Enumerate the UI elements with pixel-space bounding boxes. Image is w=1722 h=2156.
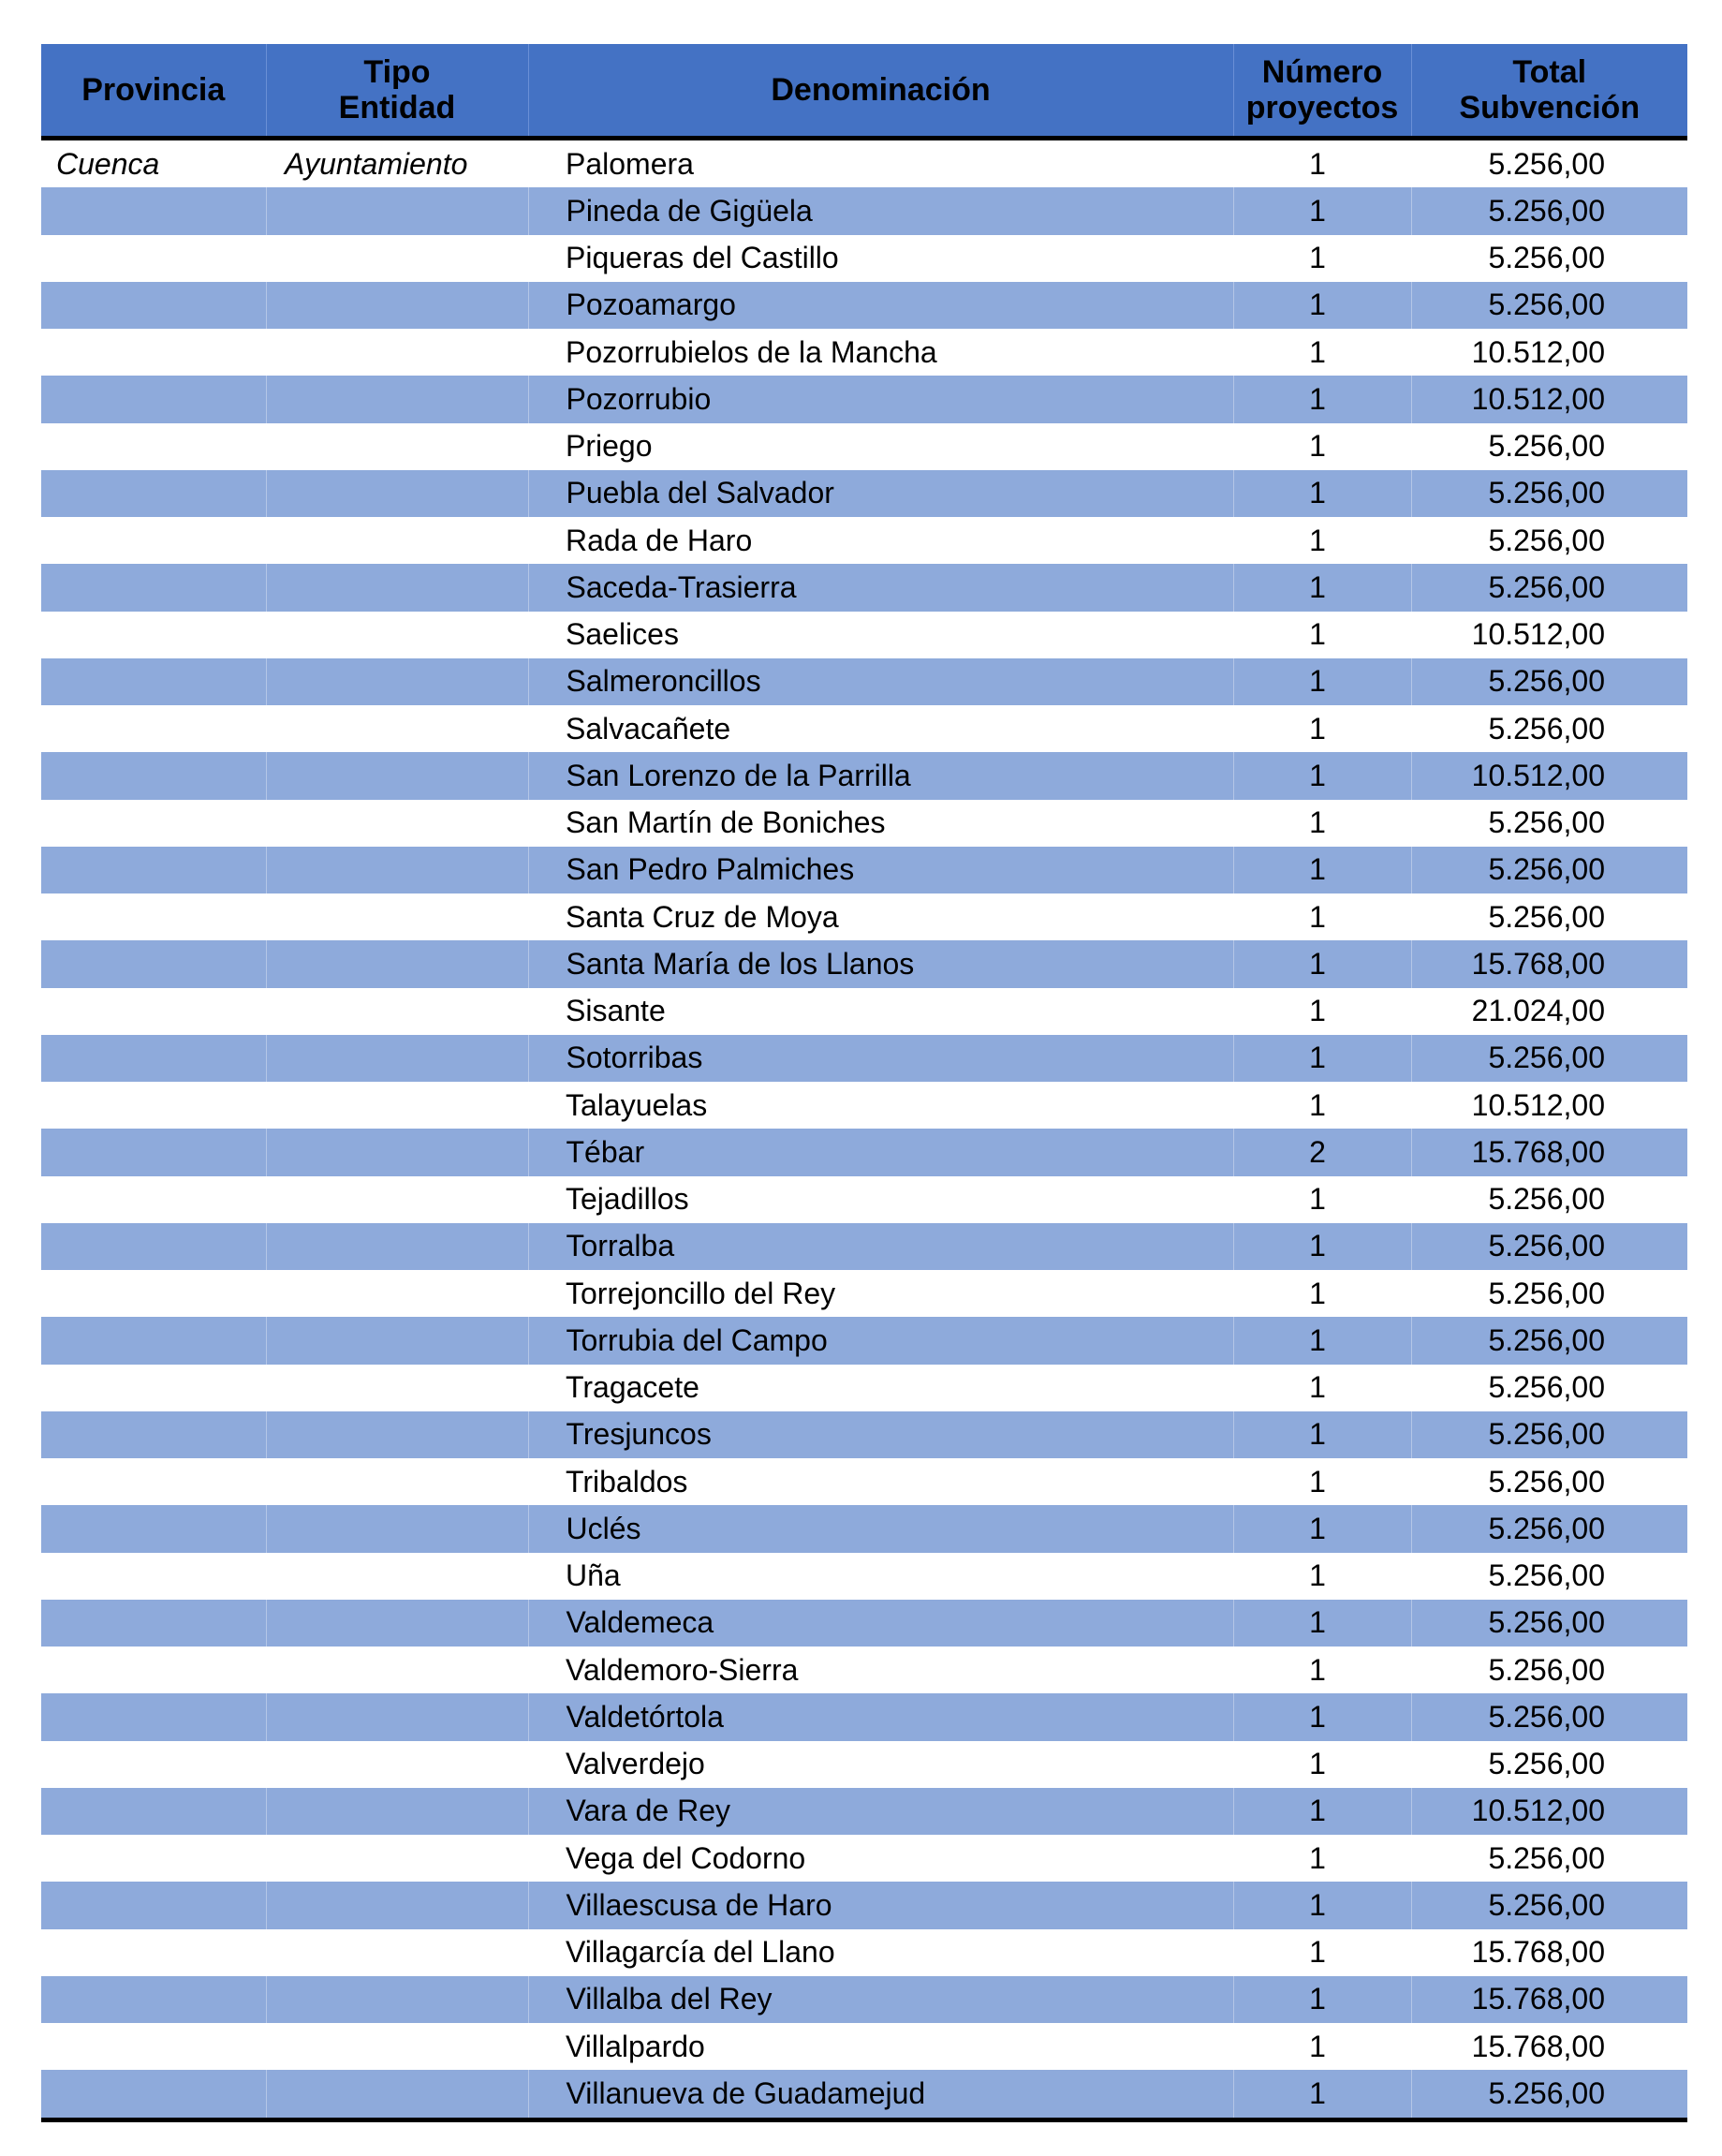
table-row — [41, 1882, 1687, 1928]
cell-total-subvencion: 5.256,00 — [1411, 1411, 1687, 1458]
cell-denominacion: Villalba del Rey — [528, 1976, 1233, 2023]
cell-numero-proyectos: 1 — [1309, 1558, 1326, 1593]
cell-numero-proyectos: 1 — [1233, 940, 1411, 987]
cell-denominacion: San Pedro Palmiches — [528, 847, 1233, 893]
cell-total-subvencion: 5.256,00 — [1488, 1840, 1605, 1875]
header-numero-proyectos-label: Número proyectos — [1245, 54, 1399, 126]
cell-denominacion: Pozorrubielos de la Mancha — [566, 334, 937, 369]
cell-provincia — [41, 1882, 266, 1928]
cell-denominacion: Pozorrubio — [528, 376, 1233, 422]
cell-numero-proyectos: 1 — [1309, 2029, 1326, 2063]
cell-denominacion: Uña — [566, 1558, 621, 1593]
table-row — [41, 1693, 1687, 1740]
cell-provincia — [41, 1082, 266, 1129]
cell-denominacion: Valdemeca — [528, 1600, 1233, 1647]
cell-total-subvencion: 5.256,00 — [1411, 1035, 1687, 1082]
cell-provincia — [41, 1365, 266, 1411]
cell-provincia — [41, 1788, 266, 1835]
cell-tipo-entidad — [266, 282, 528, 329]
cell-denominacion: Tejadillos — [566, 1182, 689, 1217]
header-numero-proyectos — [1233, 44, 1411, 139]
cell-provincia — [41, 1223, 266, 1270]
table-row — [41, 1035, 1687, 1082]
cell-total-subvencion: 5.256,00 — [1411, 1882, 1687, 1928]
cell-tipo-entidad — [266, 1882, 528, 1928]
cell-total-subvencion: 5.256,00 — [1411, 2070, 1687, 2119]
table-body — [41, 139, 1687, 2120]
cell-numero-proyectos: 1 — [1309, 617, 1326, 652]
cell-denominacion: Sotorribas — [528, 1035, 1233, 1082]
cell-total-subvencion: 5.256,00 — [1411, 1317, 1687, 1364]
table-row — [41, 1365, 1687, 1411]
table-row — [41, 893, 1687, 940]
cell-tipo-entidad — [266, 612, 528, 658]
cell-denominacion: Priego — [566, 429, 653, 464]
cell-provincia — [41, 612, 266, 658]
cell-tipo-entidad — [266, 940, 528, 987]
cell-numero-proyectos: 1 — [1233, 1411, 1411, 1458]
cell-denominacion: Piqueras del Castillo — [566, 241, 839, 275]
cell-provincia — [41, 1835, 266, 1882]
cell-denominacion: Tébar — [528, 1129, 1233, 1175]
cell-total-subvencion: 10.512,00 — [1471, 617, 1605, 652]
cell-numero-proyectos: 1 — [1309, 1840, 1326, 1875]
cell-provincia — [41, 2070, 266, 2119]
cell-tipo-entidad — [266, 988, 528, 1035]
cell-provincia — [41, 847, 266, 893]
cell-denominacion: Rada de Haro — [566, 523, 753, 557]
cell-numero-proyectos: 1 — [1309, 711, 1326, 746]
cell-numero-proyectos: 1 — [1309, 429, 1326, 464]
cell-total-subvencion: 5.256,00 — [1488, 1464, 1605, 1499]
cell-provincia — [41, 1600, 266, 1647]
table-header — [41, 44, 1687, 139]
cell-numero-proyectos: 1 — [1309, 994, 1326, 1028]
cell-denominacion: Palomera — [566, 146, 694, 181]
cell-provincia — [41, 1458, 266, 1505]
cell-tipo-entidad — [266, 1035, 528, 1082]
cell-numero-proyectos: 1 — [1309, 334, 1326, 369]
cell-numero-proyectos: 1 — [1233, 1035, 1411, 1082]
cell-tipo-entidad — [266, 2023, 528, 2070]
table-row — [41, 470, 1687, 517]
cell-numero-proyectos: 1 — [1233, 376, 1411, 422]
cell-denominacion: Sisante — [566, 994, 666, 1028]
table-row — [41, 1458, 1687, 1505]
cell-total-subvencion: 5.256,00 — [1411, 564, 1687, 611]
subsidy-table-container — [41, 44, 1687, 2122]
cell-tipo-entidad — [266, 1600, 528, 1647]
cell-numero-proyectos: 1 — [1309, 1652, 1326, 1687]
subsidy-table — [41, 44, 1687, 2122]
cell-tipo-entidad — [266, 1647, 528, 1693]
cell-tipo-entidad — [266, 1129, 528, 1175]
cell-denominacion: Torrejoncillo del Rey — [566, 1276, 836, 1310]
cell-provincia — [41, 1270, 266, 1317]
table-row — [41, 1176, 1687, 1223]
cell-numero-proyectos: 1 — [1233, 1317, 1411, 1364]
cell-tipo-entidad — [266, 1176, 528, 1223]
cell-denominacion: Tresjuncos — [528, 1411, 1233, 1458]
cell-provincia: Cuenca — [56, 146, 160, 181]
cell-numero-proyectos: 1 — [1309, 1464, 1326, 1499]
cell-numero-proyectos: 1 — [1309, 146, 1326, 181]
cell-denominacion: Salvacañete — [566, 711, 731, 746]
table-row — [41, 1082, 1687, 1129]
table-row — [41, 517, 1687, 564]
cell-denominacion: Saceda-Trasierra — [528, 564, 1233, 611]
header-row — [41, 44, 1687, 139]
cell-provincia — [41, 1317, 266, 1364]
cell-denominacion: Santa María de los Llanos — [528, 940, 1233, 987]
cell-total-subvencion: 5.256,00 — [1411, 282, 1687, 329]
cell-tipo-entidad — [266, 1976, 528, 2023]
cell-provincia — [41, 187, 266, 234]
table-row — [41, 423, 1687, 470]
cell-denominacion: Puebla del Salvador — [528, 470, 1233, 517]
cell-total-subvencion: 5.256,00 — [1411, 658, 1687, 705]
cell-denominacion: Torrubia del Campo — [528, 1317, 1233, 1364]
cell-total-subvencion: 15.768,00 — [1411, 1129, 1687, 1175]
cell-numero-proyectos: 1 — [1233, 1976, 1411, 2023]
cell-numero-proyectos: 1 — [1309, 1370, 1326, 1405]
cell-total-subvencion: 10.512,00 — [1471, 1087, 1605, 1122]
cell-numero-proyectos: 1 — [1233, 282, 1411, 329]
cell-denominacion: Pineda de Gigüela — [528, 187, 1233, 234]
cell-tipo-entidad — [266, 2070, 528, 2119]
cell-denominacion: Valdemoro-Sierra — [566, 1652, 799, 1687]
cell-provincia — [41, 988, 266, 1035]
cell-total-subvencion: 5.256,00 — [1488, 146, 1605, 181]
cell-total-subvencion: 5.256,00 — [1488, 429, 1605, 464]
table-row — [41, 658, 1687, 705]
cell-tipo-entidad — [266, 893, 528, 940]
table-row — [41, 1976, 1687, 2023]
cell-tipo-entidad — [266, 1929, 528, 1976]
table-row — [41, 752, 1687, 799]
table-row — [41, 1223, 1687, 1270]
cell-tipo-entidad — [266, 1082, 528, 1129]
table-row — [41, 329, 1687, 376]
cell-total-subvencion: 15.768,00 — [1411, 1976, 1687, 2023]
cell-tipo-entidad — [266, 329, 528, 376]
cell-tipo-entidad — [266, 1411, 528, 1458]
cell-tipo-entidad — [266, 1505, 528, 1552]
cell-denominacion: Talayuelas — [566, 1087, 708, 1122]
cell-numero-proyectos: 1 — [1309, 1747, 1326, 1781]
cell-provincia — [41, 1505, 266, 1552]
cell-provincia — [41, 800, 266, 847]
cell-tipo-entidad — [266, 1223, 528, 1270]
cell-provincia — [41, 517, 266, 564]
cell-tipo-entidad — [266, 1270, 528, 1317]
table-row — [41, 376, 1687, 422]
cell-tipo-entidad — [266, 1788, 528, 1835]
cell-provincia — [41, 1976, 266, 2023]
cell-total-subvencion: 5.256,00 — [1411, 1505, 1687, 1552]
cell-numero-proyectos: 1 — [1309, 241, 1326, 275]
cell-provincia — [41, 470, 266, 517]
header-denominacion: Denominación — [528, 44, 1233, 139]
cell-total-subvencion: 5.256,00 — [1488, 523, 1605, 557]
cell-denominacion: Vega del Codorno — [566, 1840, 806, 1875]
cell-denominacion: Villagarcía del Llano — [566, 1935, 835, 1970]
table-row — [41, 1505, 1687, 1552]
cell-provincia — [41, 658, 266, 705]
cell-tipo-entidad — [266, 1458, 528, 1505]
cell-total-subvencion: 15.768,00 — [1471, 2029, 1605, 2063]
cell-tipo-entidad — [266, 564, 528, 611]
table-row — [41, 705, 1687, 752]
cell-provincia — [41, 423, 266, 470]
cell-tipo-entidad — [266, 705, 528, 752]
cell-numero-proyectos: 1 — [1233, 847, 1411, 893]
table-row — [41, 187, 1687, 234]
cell-numero-proyectos: 1 — [1233, 2070, 1411, 2119]
cell-total-subvencion: 21.024,00 — [1471, 994, 1605, 1028]
cell-denominacion: Saelices — [566, 617, 679, 652]
cell-tipo-entidad — [266, 1835, 528, 1882]
cell-total-subvencion: 5.256,00 — [1411, 1600, 1687, 1647]
cell-total-subvencion: 5.256,00 — [1488, 1182, 1605, 1217]
cell-total-subvencion: 5.256,00 — [1488, 1652, 1605, 1687]
cell-numero-proyectos: 1 — [1233, 1505, 1411, 1552]
header-provincia: Provincia — [41, 44, 266, 139]
cell-provincia — [41, 752, 266, 799]
cell-tipo-entidad — [266, 1741, 528, 1788]
cell-numero-proyectos: 1 — [1309, 899, 1326, 934]
cell-provincia — [41, 564, 266, 611]
cell-provincia — [41, 282, 266, 329]
cell-denominacion: Tribaldos — [566, 1464, 688, 1499]
cell-denominacion: Villalpardo — [566, 2029, 705, 2063]
cell-total-subvencion: 10.512,00 — [1471, 334, 1605, 369]
cell-total-subvencion: 5.256,00 — [1411, 470, 1687, 517]
cell-provincia — [41, 1929, 266, 1976]
table-row — [41, 1553, 1687, 1600]
table-row — [41, 282, 1687, 329]
cell-tipo-entidad — [266, 752, 528, 799]
cell-total-subvencion: 5.256,00 — [1488, 711, 1605, 746]
cell-total-subvencion: 15.768,00 — [1471, 1935, 1605, 1970]
cell-total-subvencion: 15.768,00 — [1411, 940, 1687, 987]
table-row — [41, 1411, 1687, 1458]
cell-provincia — [41, 1741, 266, 1788]
cell-provincia — [41, 1176, 266, 1223]
cell-tipo-entidad — [266, 517, 528, 564]
table-row — [41, 1317, 1687, 1364]
cell-tipo-entidad — [266, 1553, 528, 1600]
cell-numero-proyectos: 1 — [1233, 1693, 1411, 1740]
cell-denominacion: Vara de Rey — [528, 1788, 1233, 1835]
header-tipo-entidad — [266, 44, 528, 139]
cell-total-subvencion: 10.512,00 — [1411, 752, 1687, 799]
table-row — [41, 612, 1687, 658]
cell-total-subvencion: 5.256,00 — [1488, 241, 1605, 275]
cell-provincia — [41, 1693, 266, 1740]
cell-tipo-entidad — [266, 847, 528, 893]
cell-denominacion: Tragacete — [566, 1370, 699, 1405]
cell-numero-proyectos: 2 — [1233, 1129, 1411, 1175]
cell-total-subvencion: 5.256,00 — [1488, 1276, 1605, 1310]
cell-tipo-entidad — [266, 470, 528, 517]
cell-denominacion: Pozoamargo — [528, 282, 1233, 329]
table-row — [41, 139, 1687, 188]
header-total-subvencion — [1411, 44, 1687, 139]
cell-provincia — [41, 705, 266, 752]
cell-tipo-entidad — [266, 187, 528, 234]
table-row — [41, 1788, 1687, 1835]
cell-total-subvencion: 5.256,00 — [1488, 1370, 1605, 1405]
cell-numero-proyectos: 1 — [1309, 1276, 1326, 1310]
cell-total-subvencion: 5.256,00 — [1411, 1223, 1687, 1270]
table-row — [41, 564, 1687, 611]
header-total-subvencion-label: Total Subvención — [1459, 54, 1641, 126]
table-row — [41, 1741, 1687, 1788]
cell-tipo-entidad: Ayuntamiento — [285, 146, 468, 181]
cell-total-subvencion: 5.256,00 — [1488, 805, 1605, 840]
header-tipo-entidad-label: Tipo Entidad — [338, 54, 456, 126]
cell-total-subvencion: 5.256,00 — [1411, 1693, 1687, 1740]
cell-provincia — [41, 940, 266, 987]
cell-numero-proyectos: 1 — [1309, 805, 1326, 840]
cell-total-subvencion: 10.512,00 — [1411, 376, 1687, 422]
table-row — [41, 2023, 1687, 2070]
cell-denominacion: Villanueva de Guadamejud — [528, 2070, 1233, 2119]
cell-numero-proyectos: 1 — [1309, 1087, 1326, 1122]
cell-tipo-entidad — [266, 800, 528, 847]
cell-numero-proyectos: 1 — [1233, 187, 1411, 234]
cell-denominacion: San Lorenzo de la Parrilla — [528, 752, 1233, 799]
cell-tipo-entidad — [266, 235, 528, 282]
cell-total-subvencion: 5.256,00 — [1488, 899, 1605, 934]
table-row — [41, 1647, 1687, 1693]
cell-tipo-entidad — [266, 376, 528, 422]
cell-provincia — [41, 1411, 266, 1458]
table-row — [41, 1600, 1687, 1647]
cell-tipo-entidad — [266, 1693, 528, 1740]
cell-provincia — [41, 1553, 266, 1600]
table-row — [41, 1270, 1687, 1317]
cell-denominacion: Uclés — [528, 1505, 1233, 1552]
cell-provincia — [41, 1129, 266, 1175]
table-row — [41, 940, 1687, 987]
cell-numero-proyectos: 1 — [1233, 1788, 1411, 1835]
cell-total-subvencion: 5.256,00 — [1411, 187, 1687, 234]
cell-tipo-entidad — [266, 1317, 528, 1364]
cell-provincia — [41, 235, 266, 282]
cell-tipo-entidad — [266, 1365, 528, 1411]
cell-numero-proyectos: 1 — [1233, 1600, 1411, 1647]
cell-provincia — [41, 893, 266, 940]
table-row — [41, 847, 1687, 893]
cell-numero-proyectos: 1 — [1309, 1935, 1326, 1970]
cell-denominacion: Santa Cruz de Moya — [566, 899, 839, 934]
table-row — [41, 1835, 1687, 1882]
cell-numero-proyectos: 1 — [1233, 1882, 1411, 1928]
cell-denominacion: Salmeroncillos — [528, 658, 1233, 705]
cell-numero-proyectos: 1 — [1233, 564, 1411, 611]
cell-provincia — [41, 1647, 266, 1693]
cell-denominacion: Torralba — [528, 1223, 1233, 1270]
cell-provincia — [41, 329, 266, 376]
cell-total-subvencion: 10.512,00 — [1411, 1788, 1687, 1835]
cell-provincia — [41, 2023, 266, 2070]
cell-numero-proyectos: 1 — [1309, 523, 1326, 557]
cell-total-subvencion: 5.256,00 — [1411, 847, 1687, 893]
cell-numero-proyectos: 1 — [1233, 658, 1411, 705]
table-row — [41, 1929, 1687, 1976]
cell-numero-proyectos: 1 — [1309, 1182, 1326, 1217]
cell-numero-proyectos: 1 — [1233, 752, 1411, 799]
cell-denominacion: Villaescusa de Haro — [528, 1882, 1233, 1928]
table-row — [41, 2070, 1687, 2119]
cell-numero-proyectos: 1 — [1233, 470, 1411, 517]
cell-denominacion: Valverdejo — [566, 1747, 705, 1781]
cell-total-subvencion: 5.256,00 — [1488, 1747, 1605, 1781]
cell-denominacion: San Martín de Boniches — [566, 805, 886, 840]
cell-denominacion: Valdetórtola — [528, 1693, 1233, 1740]
cell-numero-proyectos: 1 — [1233, 1223, 1411, 1270]
table-row — [41, 1129, 1687, 1175]
cell-total-subvencion: 5.256,00 — [1488, 1558, 1605, 1593]
table-row — [41, 988, 1687, 1035]
cell-tipo-entidad — [266, 658, 528, 705]
table-row — [41, 235, 1687, 282]
cell-provincia — [41, 376, 266, 422]
table-row — [41, 800, 1687, 847]
cell-tipo-entidad — [266, 423, 528, 470]
cell-provincia — [41, 1035, 266, 1082]
